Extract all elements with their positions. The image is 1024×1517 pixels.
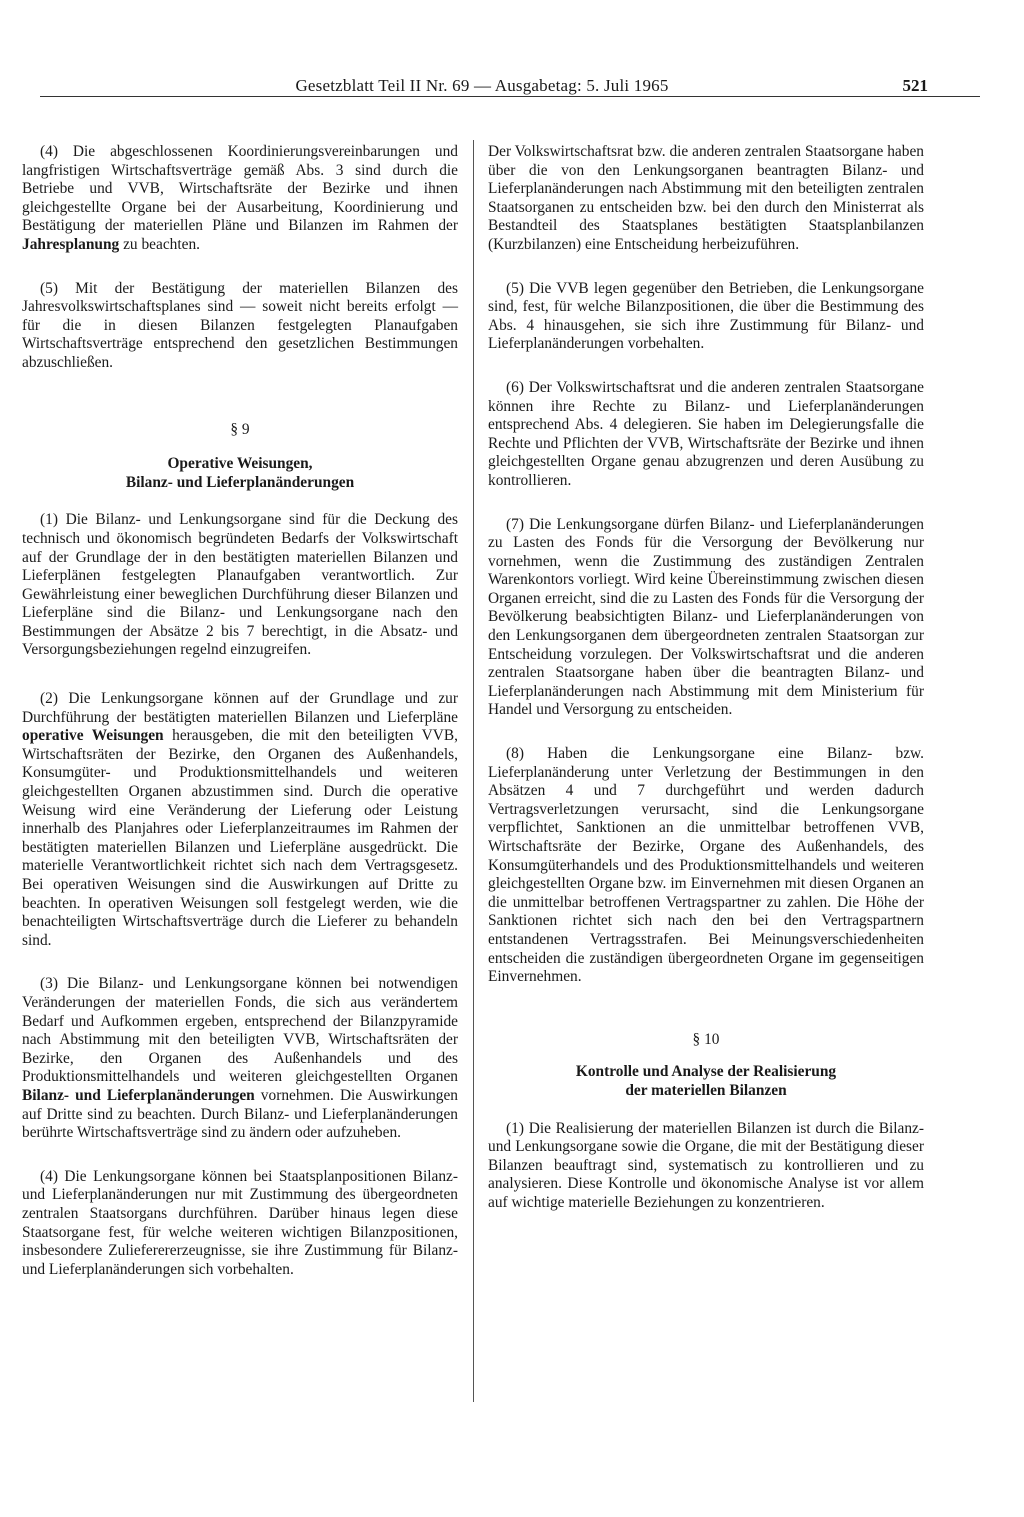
header-rule bbox=[40, 96, 980, 97]
paragraph-9-5: (5) Die VVB legen gegenüber den Betrieben, die Lenkungsorgane sind, fest, für welche Bilanzpositionen, die über die Bestimmung des Abs. 4 hinausgehen, sie sich ihre Zustimmung für Bilanz- und Lieferplanänderungen vorbehalten. bbox=[488, 279, 924, 353]
paragraph-8-4: (4) Die abgeschlossenen Koordinierungsvereinbarungen und langfristigen Wirtschaftsverträge gemäß Abs. 3 sind durch die Betriebe und VVB, Wirtschaftsräte der Bezirke und ihnen gleichgestellte Organe bei der Ausarbeitung, Koordinierung und Bestätigung der materiellen Pläne und Bilanzen im Rahmen der Jahresplanung zu beachten. bbox=[22, 143, 458, 253]
paragraph-9-3: (3) Die Bilanz- und Lenkungsorgane können bei notwendigen Veränderungen der materiellen Fonds, die sich aus verändertem Bedarf und Aufkommen ergeben, entsprechend der Bilanzpyramide nach Abstimmung mit den beteiligten VVB, Wirtschaftsräten der Bezirke, den Organen des Außenhandels und des Produktionsmittelhandels und weiteren gleichgestellten Organen Bilanz- und Lieferplanänderungen vornehmen. Die Auswirkungen auf Dritte sind zu beachten. Durch Bilanz- und Lieferplanänderungen berührte Wirtschaftsverträge sind zu ändern oder aufzuheben. bbox=[22, 975, 458, 1142]
left-column bbox=[22, 143, 458, 1279]
column-divider bbox=[473, 140, 474, 1402]
paragraph-8-5: (5) Mit der Bestätigung der materiellen Bilanzen des Jahresvolkswirtschaftsplanes sind — soweit nicht bereits erfolgt — für die in diesen Bilanzen festgelegten Planaufgaben Wirtschaftsverträge entsprechend den gesetzlichen Bestimmungen abzuschließen. bbox=[22, 279, 458, 371]
page-header bbox=[0, 76, 1024, 106]
paragraph-10-1: (1) Die Realisierung der materiellen Bilanzen ist durch die Bilanz- und Lenkungsorgane sowie die Organe, die mit der Bestätigung dieser Bilanzen beauftragt sind, systematisch zu kontrollieren und zu analysieren. Diese Kontrolle und ökonomische Analyse ist vor allem auf wichtige materielle Beziehungen zu konzentrieren. bbox=[488, 1119, 924, 1211]
paragraph-9-7: (7) Die Lenkungsorgane dürfen Bilanz- und Lieferplanänderungen zu Lasten des Fonds für die Versorgung der Bevölkerung nur vornehmen, wenn die Zustimmung des zuständigen Zentralen Warenkontors vorliegt. Wird keine Übereinstimmung zwischen diesen Organen erreicht, sind die zu Lasten des Fonds für die Versorgung der Bevölkerung beabsichtigten Bilanz- und Lieferplanänderungen von den Lenkungsorganen dem übergeordneten zentralen Staatsorgan zur Entscheidung vorzulegen. Der Volkswirtschaftsrat und die anderen zentralen Staatsorgane haben über die beantragten Bilanz- und Lieferplanänderungen nach Abstimmung mit dem Ministerium für Handel und Versorgung zu entscheiden. bbox=[488, 515, 924, 719]
paragraph-9-1: (1) Die Bilanz- und Lenkungsorgane sind für die Deckung des technisch und ökonomisch begründeten Bedarfs der Volkswirtschaft auf der Grundlage der in den bestätigten materiellen Bilanzen und Lieferplänen festgelegten Planaufgaben verantwortlich. Zur Gewährleistung einer beweglichen Durchführung dieser Bilanzen und Lieferpläne sind die Bilanz- und Lenkungsorgane nach den Bestimmungen der Absätze 2 bis 7 berechtigt, in die Absatz- und Versorgungsbeziehungen regelnd einzugreifen. bbox=[22, 511, 458, 659]
page-number: 521 bbox=[902, 76, 928, 95]
section-heading-9-line2: Bilanz- und Lieferplanänderungen bbox=[125, 473, 355, 491]
section-heading-9-line1: Operative Weisungen, bbox=[167, 455, 313, 473]
bold-term: Bilanz- und Lieferplanänderungen bbox=[22, 1086, 255, 1104]
paragraph-9-2: (2) Die Lenkungsorgane können auf der Grundlage und zur Durchführung der bestätigten materiellen Bilanzen und Lieferpläne operative Weisungen herausgeben, die mit den beteiligten VVB, Wirtschaftsräten der Bezirke, den Organen des Außenhandels, Konsumgüter- und Produktionsmittelhandels und weiteren gleichgestellten Organen abzustimmen sind. Durch die operative Weisung wird eine Veränderung der Lieferung oder Leistung innerhalb des Planjahres oder Lieferplanzeitraumes im Rahmen der bestätigten materiellen Bilanzen und Lieferpläne ausgedrückt. Die materielle Verantwortlichkeit richtet sich nach dem Vertragsgesetz. Bei operativen Weisungen sind die Auswirkungen auf Dritte zu beachten. In operativen Weisungen soll festgelegt werden, wie die benachteiligten Wirtschaftsverträge durch die Lieferer zu behandeln sind. bbox=[22, 690, 459, 949]
header-title: Gesetzblatt Teil II Nr. 69 — Ausgabetag: 5. Juli 1965 bbox=[295, 76, 669, 95]
section-heading-10-line1: Kontrolle und Analyse der Realisierung bbox=[575, 1063, 837, 1081]
section-number-10: § 10 bbox=[692, 1030, 720, 1048]
paragraph-9-4: (4) Die Lenkungsorgane können bei Staatsplanpositionen Bilanz- und Lieferplanänderungen nur mit Zustimmung des übergeordneten zentralen Staatsorgans durchführen. Darüber hinaus legen diese Staatsorgane fest, für welche weiteren wichtigen Bilanzpositionen, insbesondere Zulieferererzeugnisse, sie ihre Zustimmung für Bilanz- und Lieferplanänderungen sich vorbehalten. bbox=[22, 1167, 458, 1278]
right-column bbox=[488, 143, 924, 1213]
bold-term: Jahresplanung bbox=[22, 235, 120, 253]
section-number-9: § 9 bbox=[230, 420, 250, 438]
paragraph-9-6: (6) Der Volkswirtschaftsrat und die anderen zentralen Staatsorgane können ihre Rechte zu Bilanz- und Lieferplanänderungen entsprechend Abs. 4 delegieren. Sie haben im Delegierungsfalle die Rechte und Pflichten der VVB, Wirtschaftsräte der Bezirke und ihnen gleichgestellten Organe genau abzugrenzen und deren Ausübung zu kontrollieren. bbox=[488, 378, 924, 489]
paragraph-9-4-continued: Der Volkswirtschaftsrat bzw. die anderen zentralen Staatsorgane haben über die von den Lenkungsorganen beantragten Bilanz- und Lieferplanänderungen nach Abstimmung mit den beteiligten zentralen Staatsorganen zu entscheiden bzw. bei den durch den Ministerrat als Bestandteil des Staatsplanes bestätigten Staatsplanbilanzen (Kurzbilanzen) eine Entscheidung herbeizuführen. bbox=[488, 143, 924, 253]
paragraph-9-8: (8) Haben die Lenkungsorgane eine Bilanz- bzw. Lieferplanänderung unter Verletzung der Bestimmungen in den Absätzen 4 und 7 durchgeführt und werden dadurch Vertragsverletzungen verursacht, sind die Lenkungsorgane verpflichtet, Sanktionen an die unmittelbar betroffenen VVB, Wirtschaftsräte der Bezirke, Organe des Außenhandels, des Konsumgüterhandels und des Produktionsmittelhandels und weiteren gleichgestellten Organe bzw. im Einvernehmen mit diesen Organen an die unmittelbar betroffenen Vertragspartner zu zahlen. Die Höhe der Sanktionen richtet sich nach den bei den Vertragspartnern entstandenen Vertragsstrafen. Bei Meinungsverschiedenheiten entscheiden die zuständigen übergeordneten Organe im gegenseitigen Einvernehmen. bbox=[488, 745, 924, 986]
bold-term: operative Weisungen bbox=[22, 727, 164, 745]
section-heading-10-line2: der materiellen Bilanzen bbox=[625, 1081, 787, 1099]
